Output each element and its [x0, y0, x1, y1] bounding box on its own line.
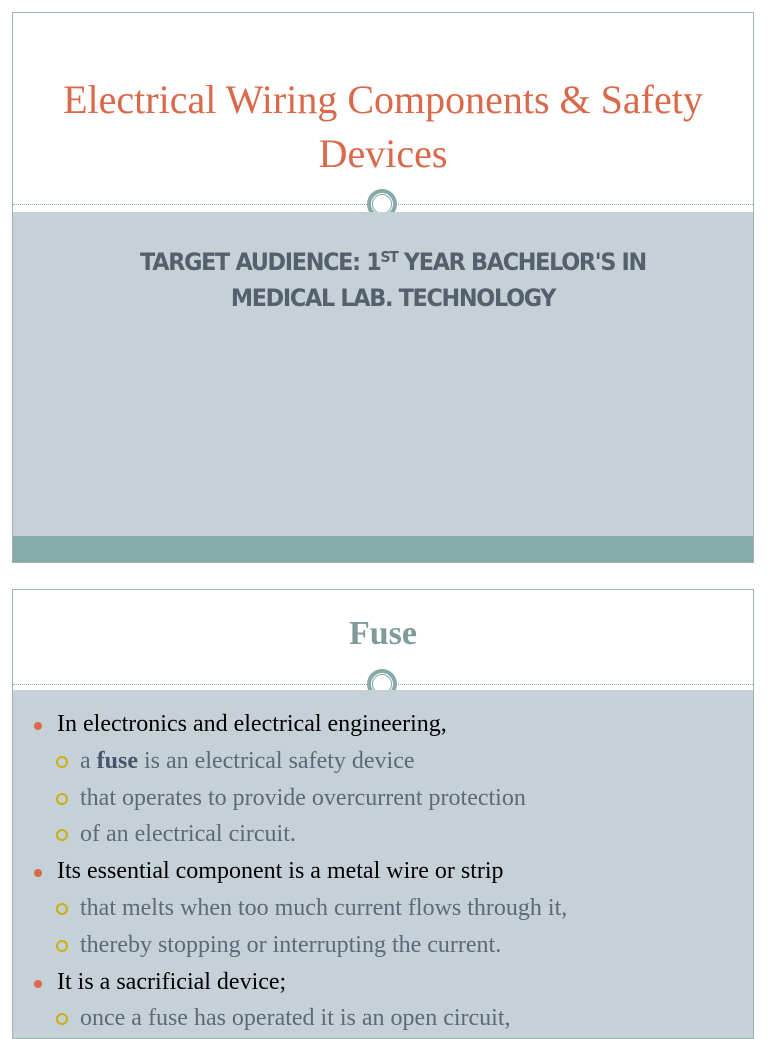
list-item — [13, 890, 753, 927]
bullet-text: is an electrical safety device — [138, 747, 415, 774]
bottom-bar — [13, 536, 753, 563]
list-item — [13, 927, 753, 964]
bullet-text: that melts when too much current flows through it, — [80, 894, 568, 921]
list-item — [13, 964, 753, 1001]
bullet-text: that operates to provide overcurrent protection — [80, 784, 526, 811]
title-area — [13, 13, 753, 206]
bullet-text: of an electrical circuit. — [80, 821, 296, 848]
subtitle-prefix: TARGET AUDIENCE: 1 — [140, 248, 381, 276]
bullet-list — [13, 706, 753, 1037]
list-item — [13, 816, 753, 853]
list-item — [13, 1000, 753, 1037]
bullet-text: once a fuse has operated it is an open circuit, — [80, 1005, 511, 1032]
slide-fuse — [12, 589, 754, 1039]
bullet-text: Its essential component is a metal wire or strip — [57, 858, 504, 885]
subtitle — [95, 244, 690, 316]
bullet-text: a — [80, 747, 97, 774]
bullet-text: thereby stopping or interrupting the current. — [80, 931, 502, 958]
bullet-text: In electronics and electrical engineering, — [57, 711, 447, 737]
subtitle-suffix: YEAR BACHELOR'S IN MEDICAL LAB. TECHNOLOGY — [230, 248, 646, 312]
bold-term: fuse — [96, 747, 138, 774]
list-item — [13, 853, 753, 890]
page-title: Electrical Wiring Components & Safety Devices — [63, 77, 703, 176]
slide-title-text: Fuse — [349, 615, 417, 652]
bullet-text: It is a sacrificial device; — [57, 968, 287, 995]
slide-title — [12, 12, 754, 563]
subtitle-superscript: ST — [380, 248, 398, 266]
list-item — [13, 743, 753, 780]
list-item — [13, 780, 753, 817]
list-item — [13, 706, 753, 743]
